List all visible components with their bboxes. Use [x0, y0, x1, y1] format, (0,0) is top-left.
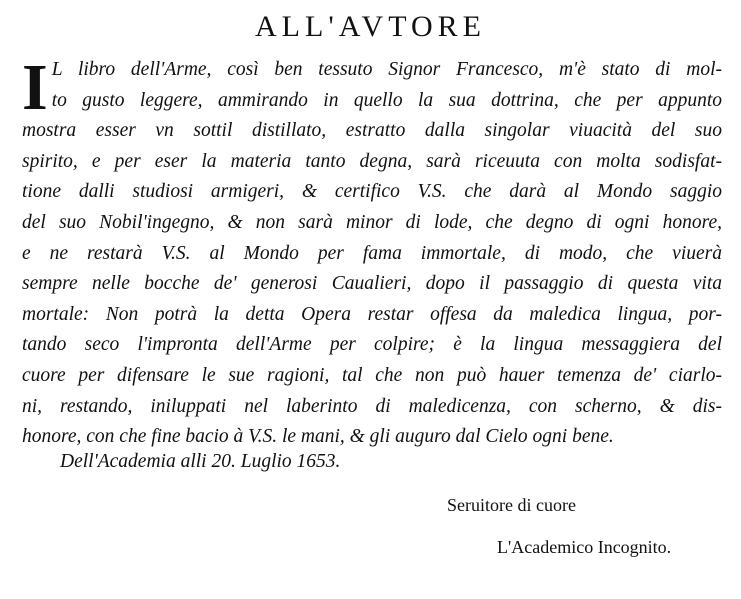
drop-cap: I: [22, 51, 48, 124]
body-line: honore, con che fine bacio à V.S. le mani, & gli auguro dal Cielo ogni bene.: [22, 426, 614, 448]
body-line: mortale: Non potrà la detta Opera restar offesa da maledica lingua, por-: [22, 303, 722, 325]
body-line: L libro dell'Arme, così ben tessuto Signor Francesco, m'è stato di mol-: [51, 59, 722, 80]
signature-closing: Seruitore di cuore: [447, 495, 576, 515]
dateline: Dell'Academia alli 20. Luglio 1653.: [60, 451, 341, 472]
body-line: del suo Nobil'ingegno, & non sarà minor di lode, che degno di ogni honore,: [22, 211, 722, 233]
body-line: to gusto leggere, ammirando in quello la sua dottrina, che per appunto: [51, 89, 722, 111]
letter-body: [22, 51, 722, 453]
body-line: tione dalli studiosi armigeri, & certifico V.S. che darà al Mondo saggio: [22, 181, 722, 203]
body-line: e ne restarà V.S. al Mondo per fama immortale, di modo, che viuerà: [22, 242, 722, 264]
signature-name: L'Academico Incognito.: [497, 537, 672, 557]
body-line: tando seco l'impronta dell'Arme per colpire; è la lingua messaggiera del: [22, 334, 722, 356]
body-line: sempre nelle bocche de' generosi Caualieri, dopo il passaggio di questa vita: [22, 273, 722, 295]
body-line: spirito, e per eser la materia tanto degna, sarà riceuuta con molta sodisfat-: [22, 150, 722, 172]
body-line: ni, restando, iniluppati nel laberinto di maledicenza, con scherno, & dis-: [22, 395, 722, 417]
page-heading: ALL'AVTORE: [255, 10, 486, 43]
body-line: mostra esser vn sottil distillato, estratto dalla singolar viuacità del suo: [22, 120, 722, 142]
body-line: cuore per difensare le sue ragioni, tal che non può hauer temenza de' ciarlo-: [22, 364, 722, 386]
